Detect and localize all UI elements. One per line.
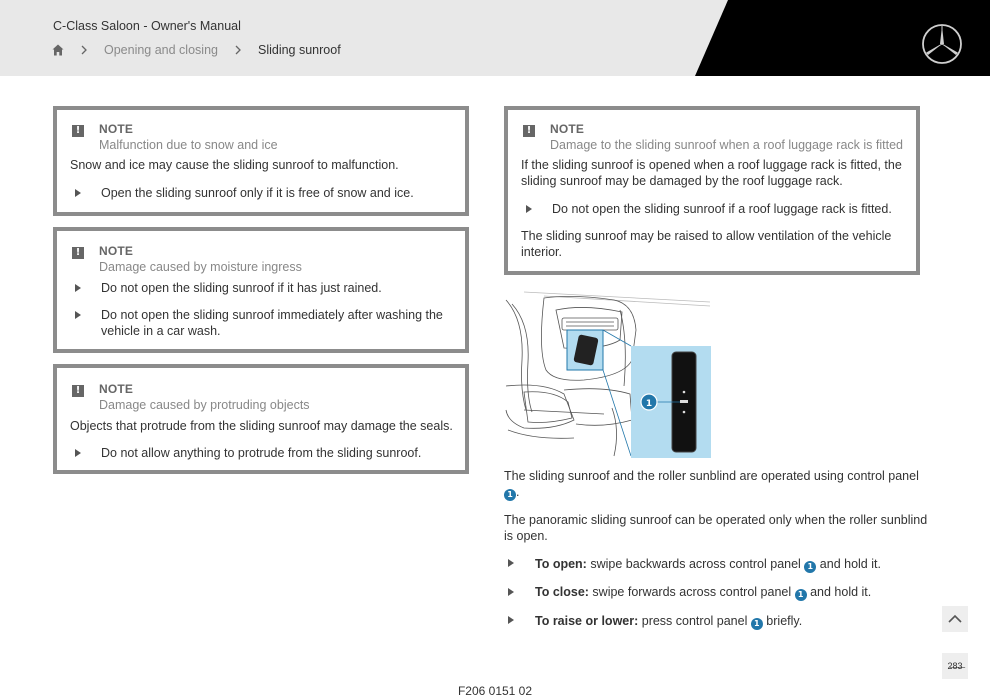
step-end: and hold it. (816, 557, 881, 571)
note-label: NOTE (550, 122, 585, 136)
control-panel-callout-badge: 1 (804, 561, 816, 573)
scroll-to-top-button[interactable] (942, 606, 968, 632)
note-label: NOTE (99, 244, 134, 258)
step-end: and hold it. (806, 585, 872, 599)
bullet-arrow-icon (75, 189, 81, 197)
chevron-right-icon (80, 45, 88, 55)
breadcrumb-current-page: Sliding sunroof (257, 43, 341, 57)
warning-icon: ! (72, 247, 84, 259)
warning-icon: ! (72, 125, 84, 137)
step-to-raise-or-lower (535, 613, 802, 630)
note-bullet-continuation: vehicle in a car wash. (101, 324, 221, 338)
mercedes-star-logo[interactable] (921, 23, 963, 65)
body-paragraph-line (504, 484, 519, 501)
note-bullet: Do not open the sliding sunroof immediately after washing the (101, 308, 443, 322)
bullet-arrow-icon (508, 616, 514, 624)
bullet-arrow-icon (526, 205, 532, 213)
body-paragraph-line: The panoramic sliding sunroof can be operated only when the roller sunblind (504, 513, 928, 527)
note-box-snow-ice (53, 106, 469, 216)
control-panel-callout-badge: 1 (504, 489, 516, 501)
note-bullet: Open the sliding sunroof only if it is free of snow and ice. (101, 186, 414, 200)
step-title: To open: (535, 557, 587, 571)
note-paragraph-line: The sliding sunroof may be raised to allow ventilation of the vehicle (521, 229, 892, 243)
step-title: To close: (535, 585, 589, 599)
chevron-up-icon (942, 606, 968, 632)
note-box-moisture (53, 227, 469, 353)
note-label: NOTE (99, 382, 134, 396)
step-to-open (535, 556, 881, 573)
bullet-arrow-icon (508, 559, 514, 567)
sunroof-control-panel-illustration (504, 290, 712, 458)
note-subtitle: Damage caused by moisture ingress (99, 260, 302, 274)
note-paragraph: Snow and ice may cause the sliding sunroof to malfunction. (70, 158, 399, 172)
chevron-right-icon (234, 45, 242, 55)
note-label: NOTE (99, 122, 134, 136)
step-text: press control panel (638, 614, 751, 628)
warning-icon: ! (72, 385, 84, 397)
illustration-callout-1: 1 (645, 399, 653, 409)
note-paragraph-line: interior. (521, 245, 562, 259)
bullet-arrow-icon (508, 588, 514, 596)
note-paragraph: Objects that protrude from the sliding sunroof may damage the seals. (70, 419, 453, 433)
control-panel-callout-badge: 1 (795, 589, 807, 601)
note-subtitle: Malfunction due to snow and ice (99, 138, 278, 152)
page-number-button[interactable]: 2̶8̶3̶ (942, 653, 968, 679)
breadcrumb-opening-and-closing[interactable]: Opening and closing (104, 43, 218, 57)
warning-icon: ! (523, 125, 535, 137)
image-reference-code: F206 0151 02 (457, 684, 533, 698)
body-paragraph-line: is open. (504, 529, 548, 543)
note-bullet: Do not allow anything to protrude from the sliding sunroof. (101, 446, 422, 460)
step-text: swipe backwards across control panel (586, 557, 805, 571)
note-subtitle: Damage caused by protruding objects (99, 398, 310, 412)
note-bullet: Do not open the sliding sunroof if it has just rained. (101, 281, 382, 295)
bullet-arrow-icon (75, 449, 81, 457)
note-bullet: Do not open the sliding sunroof if a roof luggage rack is fitted. (552, 202, 892, 216)
bullet-arrow-icon (75, 284, 81, 292)
step-title: To raise or lower: (535, 614, 639, 628)
step-end: briefly. (762, 614, 803, 628)
breadcrumb (52, 42, 341, 58)
note-subtitle: Damage to the sliding sunroof when a roof luggage rack is fitted (550, 138, 903, 152)
step-text: swipe forwards across control panel (588, 585, 795, 599)
note-paragraph-line: sliding sunroof may be damaged by the roof luggage rack. (521, 174, 843, 188)
body-paragraph-line: The sliding sunroof and the roller sunblind are operated using control panel (504, 469, 919, 483)
note-box-protruding-objects (53, 364, 469, 474)
step-to-close (535, 584, 871, 601)
note-box-roof-luggage-rack (504, 106, 920, 275)
home-icon[interactable] (52, 44, 64, 56)
manual-title[interactable]: C-Class Saloon - Owner's Manual (53, 19, 241, 33)
control-panel-callout-badge: 1 (751, 618, 763, 630)
note-paragraph-line: If the sliding sunroof is opened when a roof luggage rack is fitted, the (521, 158, 902, 172)
bullet-arrow-icon (75, 311, 81, 319)
punctuation: . (516, 485, 520, 499)
